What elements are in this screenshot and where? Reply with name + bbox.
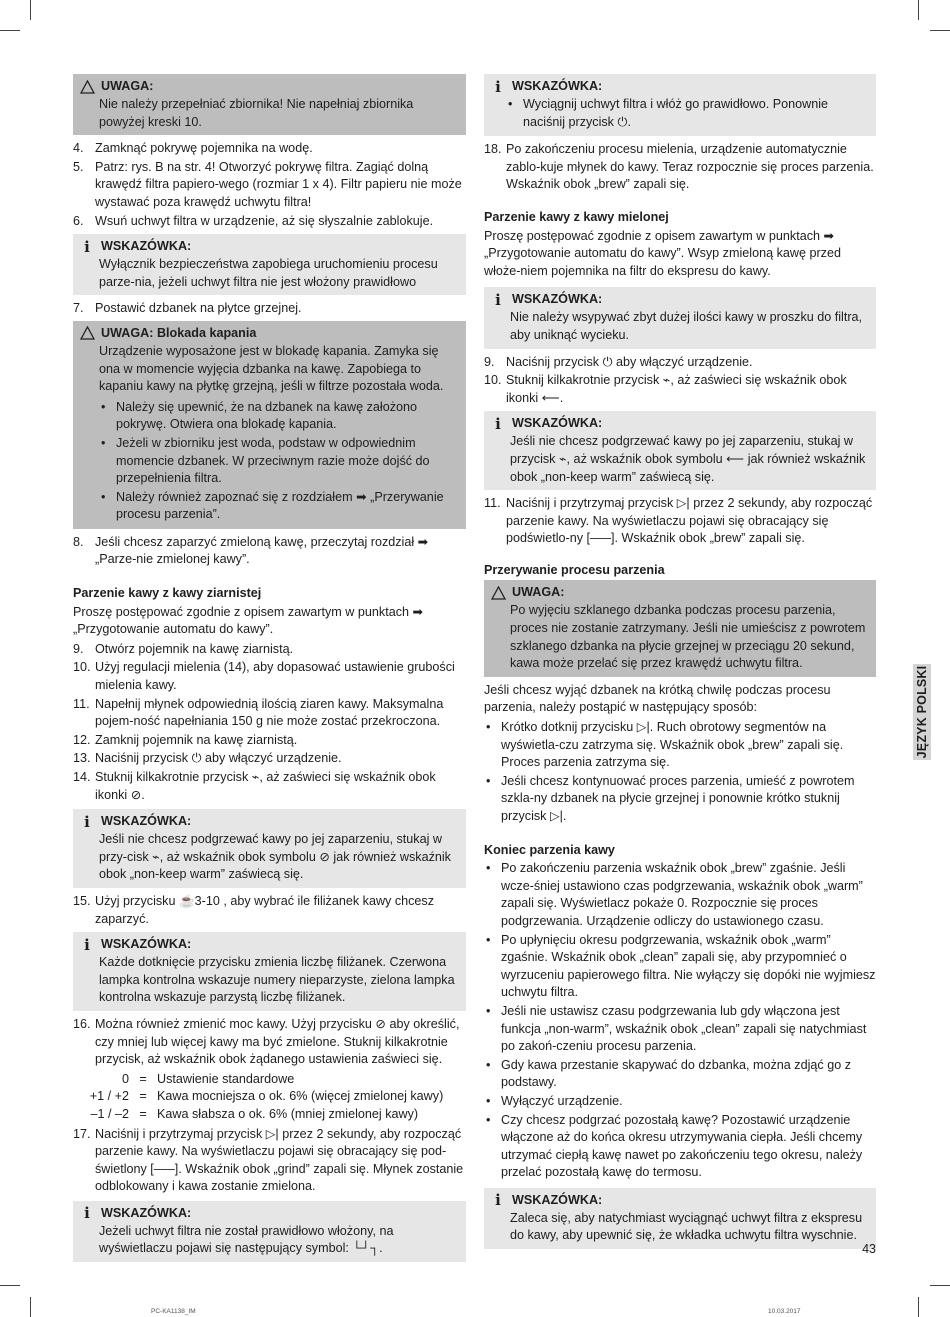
tip-text: Zaleca się, aby natychmiast wyciągnąć uchwyt filtra z ekspresu do kawy, aby upewnić się, że wkładka uchwytu filtra wyschnie.: [510, 1210, 863, 1243]
step: 9. Otwórz pojemnik na kawę ziarnistą.: [73, 641, 294, 656]
crop-mark: [930, 30, 950, 31]
info-icon: i: [495, 290, 501, 309]
tip-box: [73, 1201, 466, 1262]
crop-mark: [918, 1297, 919, 1317]
section-heading: Parzenie kawy z kawy ziarnistej: [73, 586, 262, 601]
section-heading: Parzenie kawy z kawy mielonej: [484, 209, 669, 224]
warning-box: [73, 321, 466, 529]
list-item: • Wyłączyć urządzenie.: [484, 1093, 876, 1111]
step: 8. Jeśli chcesz zaparzyć zmieloną kawę, przeczytaj rozdział ➡ „Parze-nie zmielonej kawy”.: [73, 534, 429, 567]
warning-title: UWAGA: Blokada kapania: [101, 325, 257, 340]
legend-row: +1 / +2 = Kawa mocniejsza o ok. 6% (więcej zmielonej kawy): [89, 1089, 444, 1104]
tip-box: [484, 411, 876, 490]
footer-date: 10.03.2017: [768, 1308, 801, 1315]
warning-bullets: [99, 399, 458, 524]
tip-text: Nie należy wsypywać zbyt dużej ilości kawy w proszku do filtra, aby uniknąć wycieku.: [510, 310, 863, 342]
step: 16. Można również zmienić moc kawy. Użyj przycisku ⊘ aby określić, czy mniej lub więcej kawy ma być zmielone. Stuknij kilkakrotnie przycisk, aż wskaźnik obok żądanego ustawienia zaświeci się.: [73, 1016, 460, 1067]
tip-box: [484, 1188, 876, 1249]
tip-box: [73, 234, 466, 295]
list-item: • Gdy kawa przestanie skapywać do dzbanka, można zdjąć go z podstawy.: [484, 1057, 876, 1092]
step: 5. Patrz: rys. B na str. 4! Otworzyć pokrywę filtra. Zagiąć dolną krawędź filtra papiero-wego (rozmiar 1 x 4). Filtr papieru nie może wystawać poza krawędź uchwytu filtra!: [73, 159, 462, 209]
bullet-list: [484, 860, 876, 1182]
list-item: • Po upłynięciu okresu podgrzewania, wskaźnik obok „warm” zgaśnie. Wskaźnik obok „clean” zapali się, aby przypomnieć o wyrzuceniu papierowego filtra. Nie wyłączy się dopóki nie wyjmiesz uchwytu filtra.: [484, 932, 876, 1002]
list-item: • Jeżeli w zbiorniku jest woda, podstaw w odpowiednim momencie dzbanek. W przeciwnym razie może dojść do przepełnienia filtra.: [99, 435, 458, 488]
tip-text: Jeżeli uchwyt filtra nie został prawidłowo włożony, na wyświetlaczu pojawi się następujący symbol: └┘┐.: [99, 1223, 394, 1256]
step: 15. Użyj przycisku ☕3-10 , aby wybrać ile filiżanek kawy chcesz zaparzyć.: [73, 893, 435, 926]
list-item: • Po zakończeniu parzenia wskaźnik obok „brew” zgaśnie. Jeśli wcze-śniej ustawiono czas podgrzewania, wskaźnik obok „warm” zapali się. Wyświetlacz pokaże 0. Rozpocznie się proces podgrzewania. Urządzenie odliczy do ustawionego czasu.: [484, 860, 876, 930]
warning-title: UWAGA:: [101, 78, 154, 93]
section-heading: Przerywanie procesu parzenia: [484, 562, 665, 577]
section-intro: Jeśli chcesz wyjąć dzbanek na krótką chwilę podczas procesu parzenia, należy postąpić w następujący sposób:: [484, 682, 831, 715]
steps-b: [73, 641, 466, 804]
steps-a: [73, 140, 466, 230]
section-intro: Proszę postępować zgodnie z opisem zawartym w punktach ➡ „Przygotowanie automatu do kawy”. Wsyp zmieloną kawę przed włoże-niem pojemnika na filtr do ekspresu do kawy.: [484, 228, 841, 278]
step: 17. Naciśnij i przytrzymaj przycisk ▷| przez 2 sekundy, aby rozpocząć parzenie kawy. Na wyświetlaczu pojawi się obracający się pod-świetlony [–––]. Wskaźnik obok „grind” zapali się. Młynek zostanie odblokowany i kawa zostanie zmielona.: [73, 1126, 464, 1194]
step: 14. Stuknij kilkakrotnie przycisk ⌁, aż zaświeci się wskaźnik obok ikonki ⊘.: [73, 770, 436, 802]
step: 18. Po zakończeniu procesu mielenia, urządzenie automatycznie zablo-kuje młynek do kawy. Teraz rozpocznie się proces parzenia. Wskaźnik obok „brew” zapali się.: [484, 142, 874, 192]
crop-mark: [918, 0, 919, 20]
step: 4. Zamknąć pokrywę pojemnika na wodę.: [73, 141, 313, 156]
footer-doc-id: PC-KA1138_IM: [151, 1308, 196, 1315]
step: 10. Użyj regulacji mielenia (14), aby dopasować ustawienie grubości mielenia kawy.: [73, 660, 455, 693]
step: 12. Zamknij pojemnik na kawę ziarnistą.: [73, 732, 298, 747]
page-number: 43: [862, 1242, 876, 1256]
tip-box: [73, 809, 466, 888]
crop-mark: [0, 1285, 20, 1286]
section-heading: Koniec parzenia kawy: [484, 842, 615, 857]
language-tab-label: JĘZYK POLSKI: [915, 665, 929, 759]
list-item: • Jeśli chcesz kontynuować proces parzenia, umieść z powrotem szkla-ny dzbanek na płycie grzejnej i ponownie krótko stuknij przycisk ▷|.: [484, 773, 876, 826]
warning-text: Po wyjęciu szklanego dzbanka podczas procesu parzenia, proces nie zostanie zatrzymany. Jeśli nie umieścisz z powrotem szklanego dzbanka na płycie grzejnej w przeciągu 20 sekund, kawa może przelać się przez krawędź uchwytu filtra.: [510, 603, 866, 671]
tip-title: WSKAZÓWKA:: [512, 416, 603, 431]
tip-text: Jeśli nie chcesz podgrzewać kawy po jej zaparzeniu, stukaj w przy-cisk ⌁, aż wskaźnik obok symbolu ⊘ jak również wskaźnik obok „non-keep warm” zaświecą się.: [99, 832, 451, 882]
step: 13. Naciśnij przycisk ⏻ aby włączyć urządzenie.: [73, 751, 342, 766]
tip-box: [484, 287, 876, 348]
crop-mark: [30, 1297, 31, 1317]
tip-title: WSKAZÓWKA:: [101, 1205, 192, 1220]
language-tab: [913, 664, 931, 760]
step: 11. Napełnij młynek odpowiednią ilością ziaren kawy. Maksymalna pojem-ność napełniania 150 g nie może zostać przekroczona.: [73, 696, 444, 729]
warning-text: Urządzenie wyposażone jest w blokadę kapania. Zamyka się ona w momencie wyjęcia dzbanka na kawę. Zapobiega to kapaniu kawy na płytkę grzejną, jeśli w filtrze pozostała woda.: [99, 343, 444, 394]
tip-text: Każde dotknięcie przycisku zmienia liczbę filiżanek. Czerwona lampka kontrolna wskazuje numery nieparzyste, zielona lampka kontrolna wskazuje parzystą liczbę filiżanek.: [99, 955, 455, 1005]
tip-box: [484, 74, 876, 136]
tip-title: WSKAZÓWKA:: [101, 936, 192, 951]
step: 7. Postawić dzbanek na płytce grzejnej.: [73, 301, 302, 316]
info-icon: i: [84, 1204, 90, 1223]
legend-row: –1 / –2 = Kawa słabsza o ok. 6% (mniej zmielonej kawy): [90, 1106, 419, 1121]
info-icon: i: [495, 1191, 501, 1210]
tip-text: Jeśli nie chcesz podgrzewać kawy po jej zaparzeniu, stukaj w przycisk ⌁, aż wskaźnik obok symbolu ⟵ jak również wskaźnik obok „non-keep warm” zaświecą się.: [510, 434, 866, 484]
step: 10. Stuknij kilkakrotnie przycisk ⌁, aż zaświeci się wskaźnik obok ikonki ⟵.: [484, 373, 847, 405]
step: 6. Wsuń uchwyt filtra w urządzenie, aż się słyszalnie zablokuje.: [73, 213, 434, 228]
tip-title: WSKAZÓWKA:: [101, 813, 192, 828]
bullet-list: [484, 719, 876, 826]
info-icon: i: [84, 237, 90, 256]
warning-icon: [79, 325, 95, 341]
step: 9. Naciśnij przycisk ⏻ aby włączyć urządzenie.: [484, 354, 753, 369]
list-item: • Czy chcesz podgrzać pozostałą kawę? Pozostawić urządzenie włączone aż do końca okresu utrzymywania ciepła. Jeśli chcemy utrzymać ciepłą kawę nawet po zakończeniu tego okresu, należy przelać pozostałą kawę do termosu.: [484, 1112, 876, 1182]
tip-box: [73, 932, 466, 1011]
info-icon: i: [495, 77, 501, 96]
crop-mark: [30, 0, 31, 20]
warning-icon: [79, 79, 95, 95]
info-icon: i: [84, 935, 90, 954]
list-item: • Krótko dotknij przycisku ▷|. Ruch obrotowy segmentów na wyświetla-czu zatrzyma się. Wskaźnik obok „brew” zapali się. Proces parzenia zatrzyma się.: [484, 719, 876, 772]
tip-text: Wyłącznik bezpieczeństwa zapobiega uruchomieniu procesu parze-nia, jeżeli uchwyt filtra nie jest włożony prawidłowo: [99, 257, 438, 289]
tip-title: WSKAZÓWKA:: [101, 238, 192, 253]
tip-title: WSKAZÓWKA:: [512, 78, 603, 93]
crop-mark: [930, 1285, 950, 1286]
list-item: • Wyciągnij uchwyt filtra i włóż go prawidłowo. Ponownie naciśnij przycisk ⏻.: [506, 96, 868, 131]
info-icon: i: [495, 414, 501, 433]
tip-title: WSKAZÓWKA:: [512, 292, 603, 307]
info-icon: i: [84, 812, 90, 831]
warning-box: [73, 74, 466, 135]
left-column: [73, 74, 466, 1267]
warning-icon: [490, 585, 506, 601]
legend-row: 0 = Ustawienie standardowe: [121, 1071, 295, 1086]
list-item: • Jeśli nie ustawisz czasu podgrzewania lub gdy włączona jest funkcja „non-warm”, wskaźnik obok „clean” zapali się natychmiast po zakoń-czeniu procesu parzenia.: [484, 1003, 876, 1056]
step: 11. Naciśnij i przytrzymaj przycisk ▷| przez 2 sekundy, aby rozpocząć parzenie kawy. Na wyświetlaczu pojawi się obracający się podświetlo-ny [–––]. Wskaźnik obok „brew” zapali się.: [484, 496, 873, 546]
right-column: [484, 74, 876, 1254]
strength-legend: [73, 1071, 466, 1124]
tip-title: WSKAZÓWKA:: [512, 1192, 603, 1207]
list-item: • Należy również zapoznać się z rozdziałem ➡ „Przerywanie procesu parzenia”.: [99, 489, 458, 524]
warning-text: Nie należy przepełniać zbiornika! Nie napełniaj zbiornika powyżej kreski 10.: [99, 97, 414, 129]
list-item: • Należy się upewnić, że na dzbanek na kawę założono pokrywę. Otwiera ona blokadę kapania.: [99, 399, 458, 434]
warning-title: UWAGA:: [512, 585, 565, 600]
section-intro: Proszę postępować zgodnie z opisem zawartym w punktach ➡ „Przygotowanie automatu do kawy”.: [73, 604, 424, 637]
warning-box: [484, 580, 876, 676]
crop-mark: [0, 30, 20, 31]
